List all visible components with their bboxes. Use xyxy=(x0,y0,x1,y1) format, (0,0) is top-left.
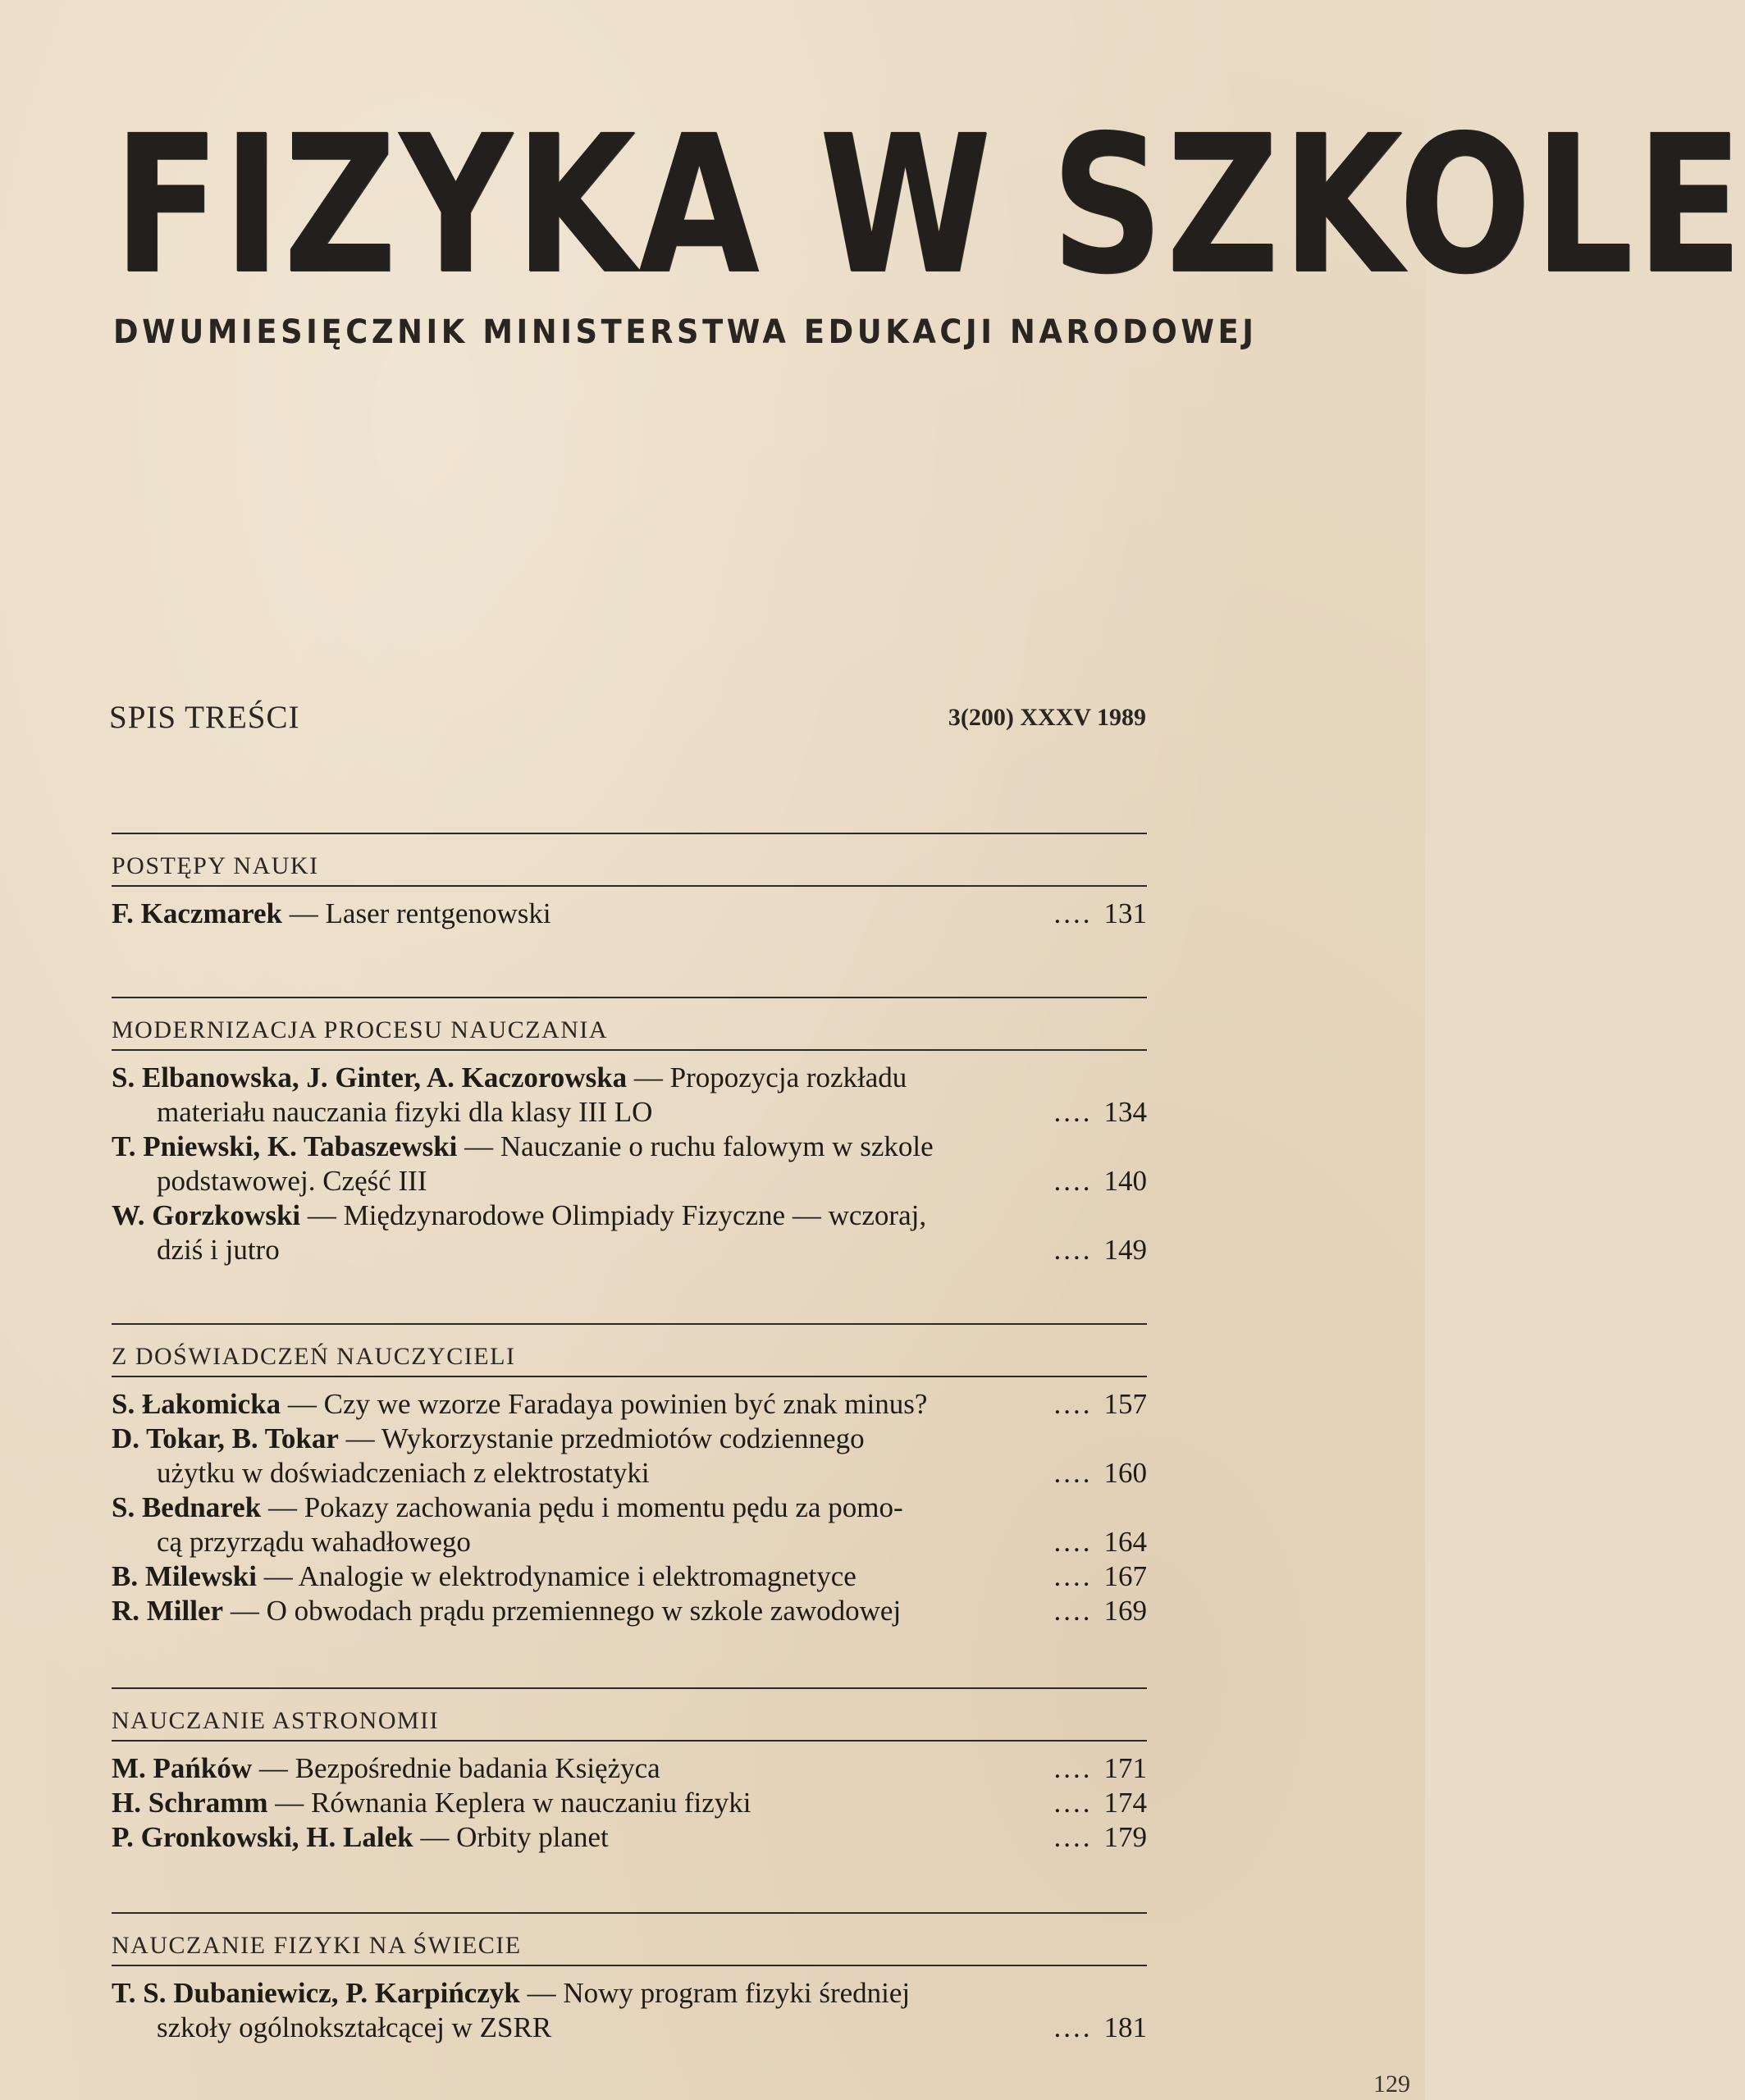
toc-section-postepy-nauki xyxy=(112,833,1147,931)
entry-authors: B. Milewski xyxy=(112,1560,257,1592)
toc-section-doswiadczenia xyxy=(112,1323,1147,1628)
entry-title: Orbity planet xyxy=(456,1821,609,1853)
entry-authors: H. Schramm xyxy=(112,1787,268,1819)
entry-authors: F. Kaczmarek xyxy=(112,897,283,929)
toc-entry xyxy=(112,1820,1147,1855)
entry-title: Nowy program fizyki średniej xyxy=(563,1977,911,2009)
entry-title-continued: użytku w doświadczeniach z elektrostatyki xyxy=(157,1457,650,1489)
section-title: NAUCZANIE FIZYKI NA ŚWIECIE xyxy=(112,1912,1147,1966)
entry-page: 181 xyxy=(1103,2011,1147,2043)
entry-page: 140 xyxy=(1103,1165,1147,1197)
toc-entry xyxy=(112,1559,1147,1594)
entry-title: Międzynarodowe Olimpiady Fizyczne — wczoraj, xyxy=(343,1199,927,1231)
dot-leader: .... xyxy=(1053,1526,1093,1558)
section-title: POSTĘPY NAUKI xyxy=(112,833,1147,887)
toc-heading: SPIS TREŚCI xyxy=(109,700,300,735)
dot-leader: .... xyxy=(1053,1595,1093,1627)
dash-separator: — xyxy=(267,1491,297,1523)
entry-page: 174 xyxy=(1103,1787,1147,1819)
toc-entry xyxy=(112,1594,1147,1628)
entry-title: Pokazy zachowania pędu i momentu pędu za pomo- xyxy=(304,1491,903,1523)
dot-leader: .... xyxy=(1053,1560,1093,1592)
toc-entry xyxy=(112,1387,1147,1422)
dot-leader: .... xyxy=(1053,1821,1093,1853)
entry-authors: P. Gronkowski, H. Lalek xyxy=(112,1821,413,1853)
entry-title: Propozycja rozkładu xyxy=(669,1061,907,1093)
entry-title: O obwodach prądu przemiennego w szkole zawodowej xyxy=(266,1595,902,1627)
toc-entry xyxy=(112,1751,1147,1786)
entry-page: 171 xyxy=(1103,1752,1147,1784)
table-of-contents xyxy=(112,833,1147,2045)
entry-title: Nauczanie o ruchu falowym w szkole xyxy=(500,1130,934,1162)
toc-entry xyxy=(112,1061,1147,1130)
entry-authors: S. Elbanowska, J. Ginter, A. Kaczorowska xyxy=(112,1061,628,1093)
entry-page: 164 xyxy=(1103,1526,1147,1558)
entry-authors: W. Gorzkowski xyxy=(112,1199,301,1231)
entry-title: Analogie w elektrodynamice i elektromagnetyce xyxy=(298,1560,857,1592)
entry-page: 169 xyxy=(1103,1595,1147,1627)
dash-separator: — xyxy=(345,1422,375,1454)
toc-entry xyxy=(112,897,1147,931)
entry-page: 167 xyxy=(1103,1560,1147,1592)
entry-page: 149 xyxy=(1103,1234,1147,1266)
toc-entry xyxy=(112,1786,1147,1820)
issue-number: 3(200) XXXV 1989 xyxy=(948,704,1146,731)
dot-leader: .... xyxy=(1053,1752,1093,1784)
dot-leader: .... xyxy=(1053,1457,1093,1489)
entry-title: Bezpośrednie badania Księżyca xyxy=(295,1752,660,1784)
toc-section-astronomia xyxy=(112,1687,1147,1855)
toc-entry xyxy=(112,1491,1147,1559)
entry-authors: D. Tokar, B. Tokar xyxy=(112,1422,339,1454)
entry-title-continued: dziś i jutro xyxy=(157,1234,280,1266)
entry-title-continued: materiału nauczania fizyki dla klasy III LO xyxy=(157,1096,653,1128)
journal-subtitle: DWUMIESIĘCZNIK MINISTERSTWA EDUKACJI NARODOWEJ xyxy=(113,313,1258,351)
entry-authors: T. Pniewski, K. Tabaszewski xyxy=(112,1130,458,1162)
entry-title: Wykorzystanie przedmiotów codziennego xyxy=(381,1422,865,1454)
section-title: NAUCZANIE ASTRONOMII xyxy=(112,1687,1147,1742)
dot-leader: .... xyxy=(1053,1787,1093,1819)
entry-page: 131 xyxy=(1103,897,1147,929)
dot-leader: .... xyxy=(1053,1165,1093,1197)
dot-leader: .... xyxy=(1053,1234,1093,1266)
entry-page: 134 xyxy=(1103,1096,1147,1128)
dash-separator: — xyxy=(258,1752,288,1784)
dash-separator: — xyxy=(420,1821,450,1853)
entry-title-continued: cą przyrządu wahadłowego xyxy=(157,1526,471,1558)
entry-title: Laser rentgenowski xyxy=(325,897,551,929)
dash-separator: — xyxy=(464,1130,494,1162)
dash-separator: — xyxy=(230,1595,259,1627)
entry-authors: S. Łakomicka xyxy=(112,1388,281,1420)
dash-separator: — xyxy=(263,1560,293,1592)
entry-title-continued: podstawowej. Część III xyxy=(157,1165,427,1197)
entry-page: 157 xyxy=(1103,1388,1147,1420)
entry-title-continued: szkoły ogólnokształcącej w ZSRR xyxy=(157,2011,552,2043)
entry-page: 179 xyxy=(1103,1821,1147,1853)
section-title: MODERNIZACJA PROCESU NAUCZANIA xyxy=(112,997,1147,1051)
toc-section-modernizacja xyxy=(112,997,1147,1267)
dash-separator: — xyxy=(287,1388,317,1420)
dash-separator: — xyxy=(633,1061,663,1093)
journal-title: FIZYKA W SZKOLE xyxy=(113,94,1745,316)
entry-authors: S. Bednarek xyxy=(112,1491,262,1523)
dot-leader: .... xyxy=(1053,1388,1093,1420)
entry-page: 160 xyxy=(1103,1457,1147,1489)
toc-entry xyxy=(112,1130,1147,1198)
dash-separator: — xyxy=(527,1977,556,2009)
dash-separator: — xyxy=(275,1787,304,1819)
toc-entry xyxy=(112,1976,1147,2045)
page-number: 129 xyxy=(1373,2070,1410,2098)
section-title: Z DOŚWIADCZEŃ NAUCZYCIELI xyxy=(112,1323,1147,1377)
dash-separator: — xyxy=(307,1199,336,1231)
entry-authors: M. Pańków xyxy=(112,1752,253,1784)
dash-separator: — xyxy=(289,897,318,929)
entry-title: Czy we wzorze Faradaya powinien być znak minus? xyxy=(323,1388,928,1420)
toc-entry xyxy=(112,1422,1147,1491)
toc-entry xyxy=(112,1198,1147,1267)
dot-leader: .... xyxy=(1053,2011,1093,2043)
entry-title: Równania Keplera w nauczaniu fizyki xyxy=(311,1787,751,1819)
entry-authors: T. S. Dubaniewicz, P. Karpińczyk xyxy=(112,1977,520,2009)
toc-section-fizyka-na-swiecie xyxy=(112,1912,1147,2045)
dot-leader: .... xyxy=(1053,897,1093,929)
dot-leader: .... xyxy=(1053,1096,1093,1128)
entry-authors: R. Miller xyxy=(112,1595,224,1627)
